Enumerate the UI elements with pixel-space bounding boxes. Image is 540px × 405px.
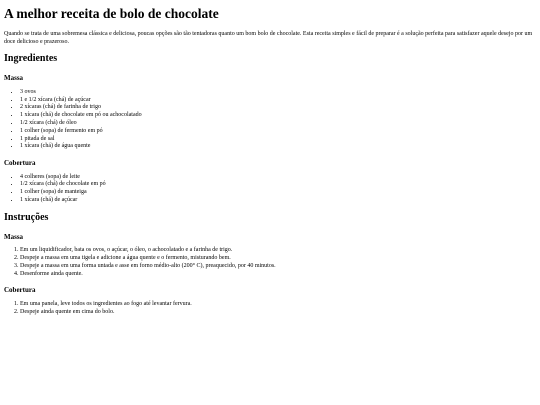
list-item: • 4 colheres (sopa) de leite — [20, 174, 536, 182]
instructions-massa-heading: Massa — [4, 232, 24, 241]
list-item: 4. Desenforme ainda quente. — [20, 271, 536, 279]
ingredients-massa-list — [4, 89, 536, 151]
list-item: 1. Em um liquidificador, bata os ovos, o açúcar, o óleo, o achocolatado e a farinha de trigo. — [20, 247, 536, 255]
instructions-cobertura-heading: Cobertura — [4, 286, 36, 295]
instructions-cobertura-list — [4, 301, 536, 317]
instructions-heading: Instruções — [4, 211, 49, 223]
list-item: • 1 xícara (chá) de água quente — [20, 143, 536, 151]
ingredients-massa-heading: Massa — [4, 74, 24, 83]
list-item: • 1 xícara (chá) de chocolate em pó ou achocolatado — [20, 112, 536, 120]
list-item: 2. Despeje a massa em uma tigela e adicione a água quente e o fermento, misturando bem. — [20, 255, 536, 263]
list-item: • 2 xícaras (chá) de farinha de trigo — [20, 104, 536, 112]
ingredients-heading: Ingredientes — [4, 53, 58, 65]
list-item: • 1 pitada de sal — [20, 136, 536, 144]
list-item: • 3 ovos — [20, 89, 536, 97]
page-title: A melhor receita de bolo de chocolate — [4, 6, 219, 21]
ingredients-cobertura-list — [4, 174, 536, 205]
instructions-massa-list — [4, 247, 536, 278]
list-item: • 1 colher (sopa) de fermento em pó — [20, 128, 536, 136]
intro-paragraph: Quando se trata de uma sobremesa clássica e deliciosa, poucas opções são tão tentadoras quanto um bom bolo de chocolate. Esta receita simples e fácil de preparar é a solução perfeita para satisfazer aquele desejo por um doce delicioso e prazeroso. — [4, 30, 533, 45]
ingredients-cobertura-heading: Cobertura — [4, 159, 36, 168]
list-item: • 1 xícara (chá) de açúcar — [20, 197, 536, 205]
list-item: • 1/2 xícara (chá) de óleo — [20, 120, 536, 128]
list-item: • 1 colher (sopa) de manteiga — [20, 189, 536, 197]
list-item: • 1/2 xícara (chá) de chocolate em pó — [20, 181, 536, 189]
list-item: 3. Despeje a massa em uma forma untada e asse em forno médio-alto (200° C), preaquecido, por 40 minutos. — [20, 263, 536, 271]
list-item: 1. Em uma panela, leve todos os ingredientes ao fogo até levantar fervura. — [20, 301, 536, 309]
list-item: • 1 e 1/2 xícara (chá) de açúcar — [20, 97, 536, 105]
list-item: 2. Despeje ainda quente em cima do bolo. — [20, 309, 536, 317]
